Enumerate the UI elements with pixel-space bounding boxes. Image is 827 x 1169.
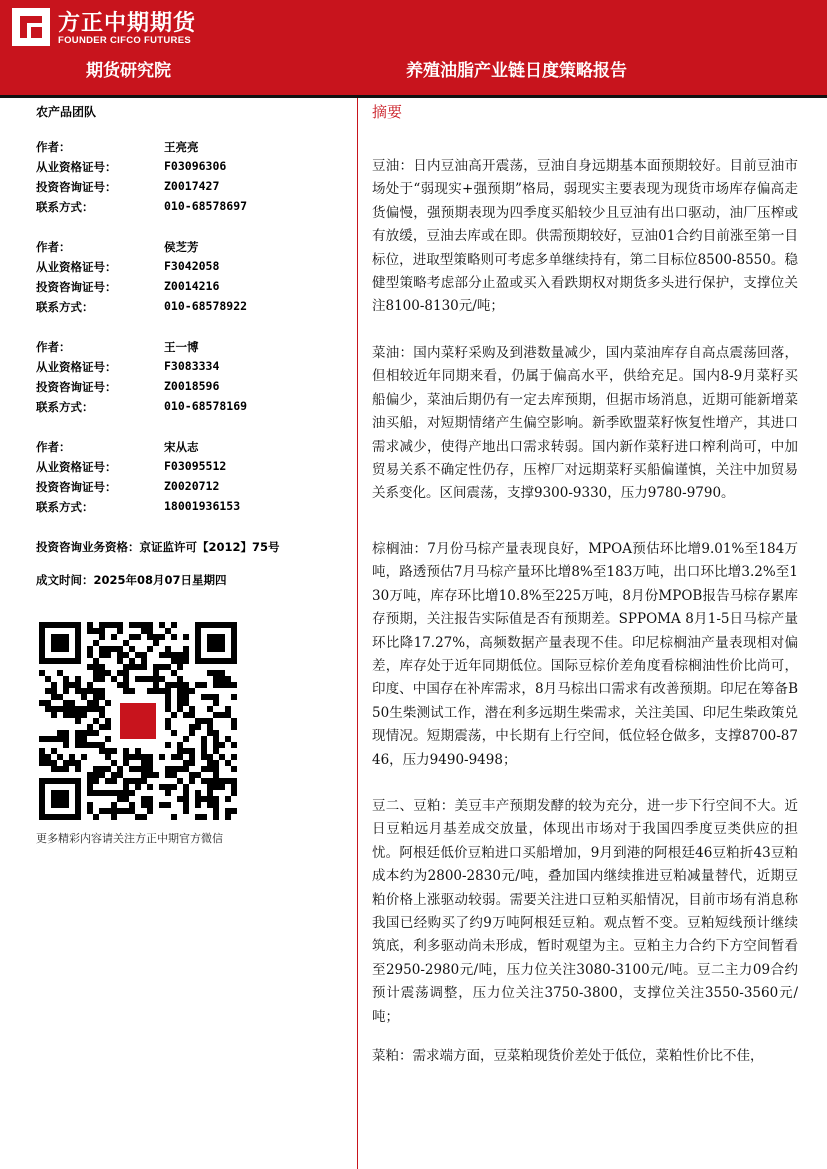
consult-label: 投资咨询证号： [36,380,117,394]
license-label: 从业资格证号： [36,360,117,374]
author-label: 作者： [36,440,71,454]
consult-label: 投资咨询证号： [36,480,117,494]
abstract-heading: 摘要 [372,103,403,121]
advisory-qualification: 投资咨询业务资格：京证监许可【2012】75号 [36,540,280,554]
rapeseed-meal-paragraph: 菜粕：需求端方面，豆菜粕现货价差处于低位，菜粕性价比不佳， [372,1048,764,1064]
palm-oil-paragraph: 棕榈油：7月份马棕产量表现良好，MPOA预估环比增9.01%至184万吨，路透预估7月马棕产量环比增8%至183万吨，出口环比增3.2%至130万吨，库存环比增10.8%至225万吨，8月份MPOB报告马棕存累库存预期，关注报告实际值是否有预期差。SPPOMA 8月1-5日马棕产量环比降17.27%，高频数据产量表现不佳。印尼棕榈油产量表现相对偏差，库存处于近年同期低位。国际豆棕价差角度看棕榈油性价比尚可，印度、中国存在补库需求，8月马棕出口需求有改善预期。印尼在筹备B50生柴测试工作，潜在利多远期生柴需求，关注美国、印尼生柴政策兑现情况。短期震荡，中长期有上行空间，低位轻仓做多，支撑8700-8746，压力9490-9498； [372,541,798,768]
author-label: 作者： [36,140,71,154]
consult-label: 投资咨询证号： [36,180,117,194]
author-block [36,239,336,319]
consult-number: Z0014216 [164,279,220,293]
author-name: 侯芝芳 [164,240,199,254]
founder-logo-icon [12,8,50,46]
author-name: 宋从志 [164,440,199,454]
publish-date: 成文时间：2025年08月07日星期四 [36,573,227,587]
contact-label: 联系方式： [36,500,94,514]
soybean-oil-paragraph: 豆油：日内豆油高开震荡，豆油自身远期基本面预期较好。目前豆油市场处于“弱现实+强预期”格局，弱现实主要表现为现货市场库存偏高走货偏慢，强预期表现为四季度买船较少且豆油有出口驱动，油厂压榨或有放缓，豆油去库或在即。供需预期较好，豆油01合约目前涨至第一目标位，进取型策略则可考虑多单继续持有，第二目标位8500-8550。稳健型策略考虑部分止盈或买入看跌期权对期货多头进行保护，支撑位关注8100-8130元/吨； [372,158,798,315]
contact-label: 联系方式： [36,300,94,314]
author-label: 作者： [36,240,71,254]
header-divider [0,95,827,98]
author-name: 王亮亮 [164,140,199,154]
consult-number: Z0020712 [164,479,220,493]
qr-caption: 更多精彩内容请关注方正中期官方微信 [36,832,223,845]
author-block [36,139,336,219]
report-header [0,0,827,95]
rapeseed-oil-paragraph: 菜油：国内菜籽采购及到港数量减少，国内菜油库存自高点震荡回落，但相较近年同期来看，仍属于偏高水平，供给充足。国内8-9月菜籽买船偏少，菜油后期仍有一定去库预期，但据市场消息，近期可能新增菜油买船，对短期情绪产生偏空影响。新季欧盟菜籽恢复性增产，其进口需求减少，使得产地出口需求转弱。国内新作菜籽进口榨利尚可，中加贸易关系不确定性仍存，压榨厂对远期菜籽买船偏谨慎，关注中加贸易关系变化。区间震荡，支撑9300-9330，压力9780-9790。 [372,345,798,502]
consult-number: Z0017427 [164,179,220,193]
soymeal-paragraph: 豆二、豆粕：美豆丰产预期发酵的较为充分，进一步下行空间不大。近日豆粕远月基差成交放量，体现出市场对于我国四季度豆类供应的担忧。阿根廷低价豆粕进口买船增加，9月到港的阿根廷46豆粕折43豆粕成本约为2800-2830元/吨，叠加国内继续推进豆粕减量替代，近期豆粕价格上涨驱动较弱。需要关注进口豆粕买船情况，目前市场有消息称我国已经购买了约9万吨阿根廷豆粕。观点暂不变。豆粕短线预计继续筑底，利多驱动尚未形成，暂时观望为主。豆粕主力合约下方空间暂看至2950-2980元/吨，压力位关注3080-3100元/吨。豆二主力09合约预计震荡调整，压力位关注3750-3800，支撑位关注3550-3560元/吨； [372,798,798,1025]
company-name-en: FOUNDER CIFCO FUTURES [58,35,191,46]
qr-center-logo [117,700,159,742]
consult-label: 投资咨询证号： [36,280,117,294]
contact-phone: 010-68578169 [164,399,248,413]
report-title: 养殖油脂产业链日度策略报告 [406,61,627,81]
column-divider [357,98,358,1169]
company-name-cn: 方正中期期货 [58,11,197,36]
contact-phone: 18001936153 [164,499,241,513]
consult-number: Z0018596 [164,379,220,393]
contact-phone: 010-68578922 [164,299,248,313]
wechat-qr-code [39,622,237,820]
contact-label: 联系方式： [36,200,94,214]
author-block [36,439,336,519]
contact-phone: 010-68578697 [164,199,248,213]
author-label: 作者： [36,340,71,354]
license-number: F3042058 [164,259,220,273]
license-number: F03095512 [164,459,227,473]
license-label: 从业资格证号： [36,160,117,174]
license-label: 从业资格证号： [36,460,117,474]
department-name: 期货研究院 [86,61,171,81]
license-number: F03096306 [164,159,227,173]
license-label: 从业资格证号： [36,260,117,274]
author-block [36,339,336,419]
contact-label: 联系方式： [36,400,94,414]
team-name: 农产品团队 [36,105,97,119]
author-name: 王一博 [164,340,199,354]
license-number: F3083334 [164,359,220,373]
